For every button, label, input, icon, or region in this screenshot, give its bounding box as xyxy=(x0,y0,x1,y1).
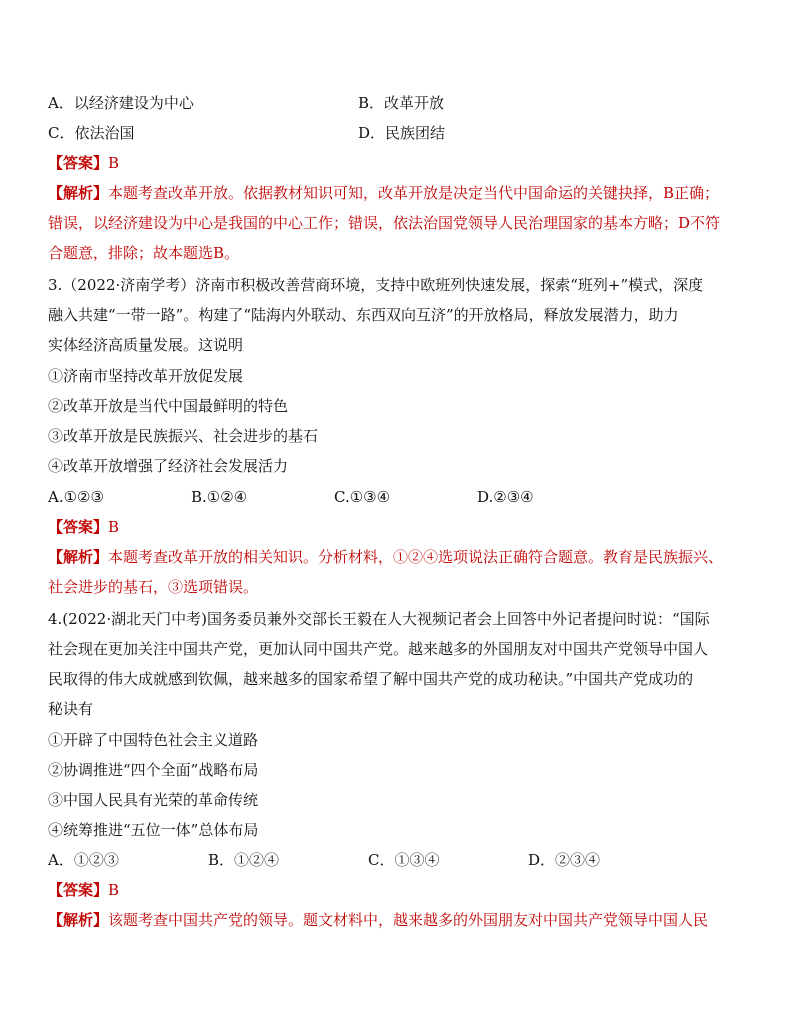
q4-statement-4: ④统筹推进“五位一体”总体布局 xyxy=(48,821,259,839)
q4-answer xyxy=(48,880,748,900)
q4-statement-2: ②协调推进“四个全面”战略布局 xyxy=(48,761,259,779)
answer-value: B xyxy=(108,881,120,899)
q3-statement-2: ②改革开放是当代中国最鲜明的特色 xyxy=(48,397,289,415)
analysis-text: 该题考查中国共产党的领导。题文材料中，越来越多的外国朋友对中国共产党领导中国人民 xyxy=(108,911,709,929)
q4-statement-1: ①开辟了中国特色社会主义道路 xyxy=(48,731,259,749)
q4-option-a: A．①②③ xyxy=(48,851,119,869)
answer-label: 【答案】 xyxy=(48,154,109,172)
q2-option-d: D．民族团结 xyxy=(358,124,446,142)
q2-answer xyxy=(48,153,748,173)
answer-label: 【答案】 xyxy=(48,881,109,899)
q4-option-d: D．②③④ xyxy=(528,851,601,869)
q2-option-c: C．依法治国 xyxy=(48,124,135,142)
q2-options-row-2 xyxy=(48,123,748,143)
analysis-label: 【解析】 xyxy=(48,184,109,202)
q3-option-c: C.①③④ xyxy=(334,488,391,506)
answer-label: 【答案】 xyxy=(48,518,109,536)
q4-statement-3: ③中国人民具有光荣的革命传统 xyxy=(48,791,259,809)
q2-analysis-line-2: 错误，以经济建设为中心是我国的中心工作；错误，依法治国党领导人民治理国家的基本方略；D不符 xyxy=(48,214,721,232)
q4-stem-line-2: 社会现在更加关注中国共产党，更加认同中国共产党。越来越多的外国朋友对中国共产党领导中国人 xyxy=(48,640,709,658)
q4-stem-line-4: 秘诀有 xyxy=(48,700,94,718)
q3-stem-line-1: 3.（2022·济南学考）济南市积极改善营商环境，支持中欧班列快速发展，探索“班列+”模式，深度 xyxy=(48,276,704,294)
q2-analysis-line-1 xyxy=(48,183,748,203)
q3-answer xyxy=(48,517,748,537)
analysis-label: 【解析】 xyxy=(48,548,109,566)
q3-statement-1: ①济南市坚持改革开放促发展 xyxy=(48,367,244,385)
q4-option-b: B．①②④ xyxy=(208,851,280,869)
q2-option-b: B．改革开放 xyxy=(358,94,445,112)
q4-stem-line-1: 4.(2022·湖北天门中考)国务委员兼外交部长王毅在人大视频记者会上回答中外记者提问时说：“国际 xyxy=(48,610,710,628)
q2-analysis-line-3: 合题意，排除；故本题选B。 xyxy=(48,244,240,262)
q3-stem-line-3: 实体经济高质量发展。这说明 xyxy=(48,336,244,354)
answer-value: B xyxy=(108,154,120,172)
analysis-label: 【解析】 xyxy=(48,911,109,929)
answer-value: B xyxy=(108,518,120,536)
analysis-text: 本题考查改革开放的相关知识。分析材料，①②④选项说法正确符合题意。教育是民族振兴、 xyxy=(108,548,724,566)
q2-options-row-1 xyxy=(48,93,748,113)
q4-analysis-line-1 xyxy=(48,910,748,930)
q3-statement-3: ③改革开放是民族振兴、社会进步的基石 xyxy=(48,427,319,445)
q3-analysis-line-1 xyxy=(48,547,748,567)
analysis-text: 本题考查改革开放。依据教材知识可知，改革开放是决定当代中国命运的关键抉择，B正确； xyxy=(108,184,720,202)
q3-analysis-line-2: 社会进步的基石，③选项错误。 xyxy=(48,578,259,596)
q3-options xyxy=(48,487,748,507)
q2-option-a: A．以经济建设为中心 xyxy=(48,94,194,112)
q3-statement-4: ④改革开放增强了经济社会发展活力 xyxy=(48,457,289,475)
q3-stem-line-2: 融入共建“一带一路”。构建了“陆海内外联动、东西双向互济”的开放格局，释放发展潜力，助力 xyxy=(48,306,679,324)
q4-option-c: C．①③④ xyxy=(368,851,440,869)
q3-option-d: D.②③④ xyxy=(477,488,534,506)
q4-stem-line-3: 民取得的伟大成就感到钦佩，越来越多的国家希望了解中国共产党的成功秘诀。”中国共产党成功的 xyxy=(48,670,694,688)
q4-options xyxy=(48,850,748,870)
q3-option-a: A.①②③ xyxy=(48,488,104,506)
q3-option-b: B.①②④ xyxy=(191,488,248,506)
